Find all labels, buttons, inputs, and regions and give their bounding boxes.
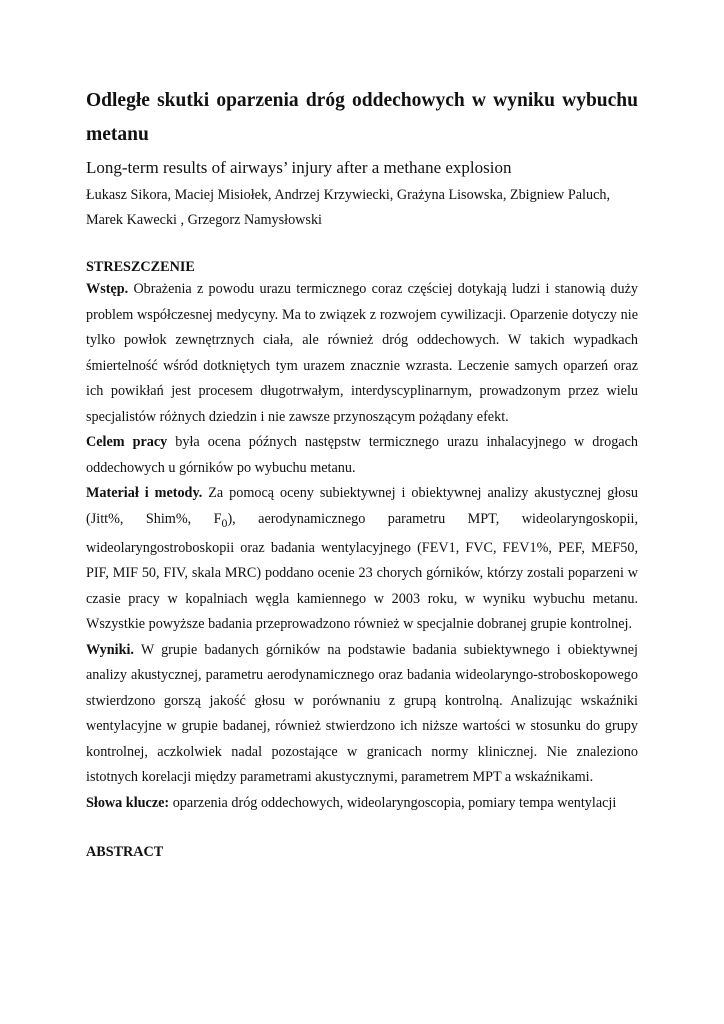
methods-text-part-1: Za pomocą oceny subiektywnej i obiektywnej analizy akustycznej głosu (Jitt%, Shim%, F — [86, 485, 639, 527]
results-paragraph — [86, 638, 638, 791]
methods-text-part-2: ), aerodynamicznego parametru MPT, wideolaryngoskopii, wideolaryngostroboskopii oraz badania wentylacyjnego (FEV1, FVC, FEV1%, PEF, MEF50, PIF, MIF 50, FIV, skala MRC) poddano ocenie 23 chorych górników, którzy zostali poparzeni w czasie pracy w kopalniach węgla kamiennego w 2003 roku, w wyniku wybuchu metanu. Wszystkie powyższe badania przeprowadzono również w specjalnie dobranej grupie kontrolnej. — [86, 510, 639, 633]
abstract-heading: ABSTRACT — [86, 844, 164, 861]
methods-paragraph — [86, 481, 638, 638]
keywords-paragraph — [86, 791, 638, 817]
intro-text: Obrażenia z powodu urazu termicznego coraz częściej dotykają ludzi i stanowią duży problem współczesnej medycyny. Ma to związek z rozwojem cywilizacji. Oparzenie dotyczy nie tylko powłok zewnętrznych ciała, ale również dróg oddechowych. W takich wypadkach śmiertelność wśród dotkniętych tym urazem znacznie wzrasta. Leczenie samych oparzeń oraz ich powikłań jest procesem długotrwałym, interdyscyplinarnym, prowadzonym przez wielu specjalistów różnych dziedzin i nie zawsze przynoszącym pożądany efekt. — [86, 281, 638, 425]
paper-page — [86, 84, 638, 862]
keywords-label: Słowa klucze: — [86, 794, 170, 811]
aim-paragraph — [86, 430, 638, 481]
methods-label: Materiał i metody. — [86, 485, 203, 501]
keywords-text: oparzenia dróg oddechowych, wideolaryngoscopia, pomiary tempa wentylacji — [172, 794, 617, 811]
paper-subtitle: Long-term results of airways’ injury after a methane explosion — [86, 158, 512, 177]
summary-heading: STRESZCZENIE — [86, 259, 195, 275]
paper-title: Odległe skutki oparzenia dróg oddechowych w wyniku wybuchu metanu — [86, 90, 638, 145]
aim-text: była ocena późnych następstw termicznego urazu inhalacyjnego w drogach oddechowych u górników po wybuchu metanu. — [86, 434, 638, 476]
results-text: W grupie badanych górników na podstawie badania subiektywnego i obiektywnej analizy akustycznej, parametru aerodynamicznego oraz badania wideolaryngo-stroboskopowego stwierdzono gorszą jakość głosu w porównaniu z grupą kontrolną. Analizując wskaźniki wentylacyjne w grupie badanej, również stwierdzono ich niższe wartości w stosunku do grupy kontrolnej, aczkolwiek nadal pozostające w granicach normy klinicznej. Nie znaleziono istotnych korelacji między parametrami akustycznymi, parametrem MPT a wskaźnikami. — [86, 641, 638, 786]
author-list: Łukasz Sikora, Maciej Misiołek, Andrzej Krzywiecki, Grażyna Lisowska, Zbigniew Paluch, Marek Kawecki , Grzegorz Namysłowski — [86, 187, 611, 228]
intro-label: Wstęp. — [86, 281, 129, 297]
methods-subscript: 0 — [221, 515, 228, 530]
aim-label: Celem pracy — [86, 434, 168, 450]
intro-paragraph — [86, 277, 638, 430]
results-label: Wyniki. — [86, 641, 134, 658]
